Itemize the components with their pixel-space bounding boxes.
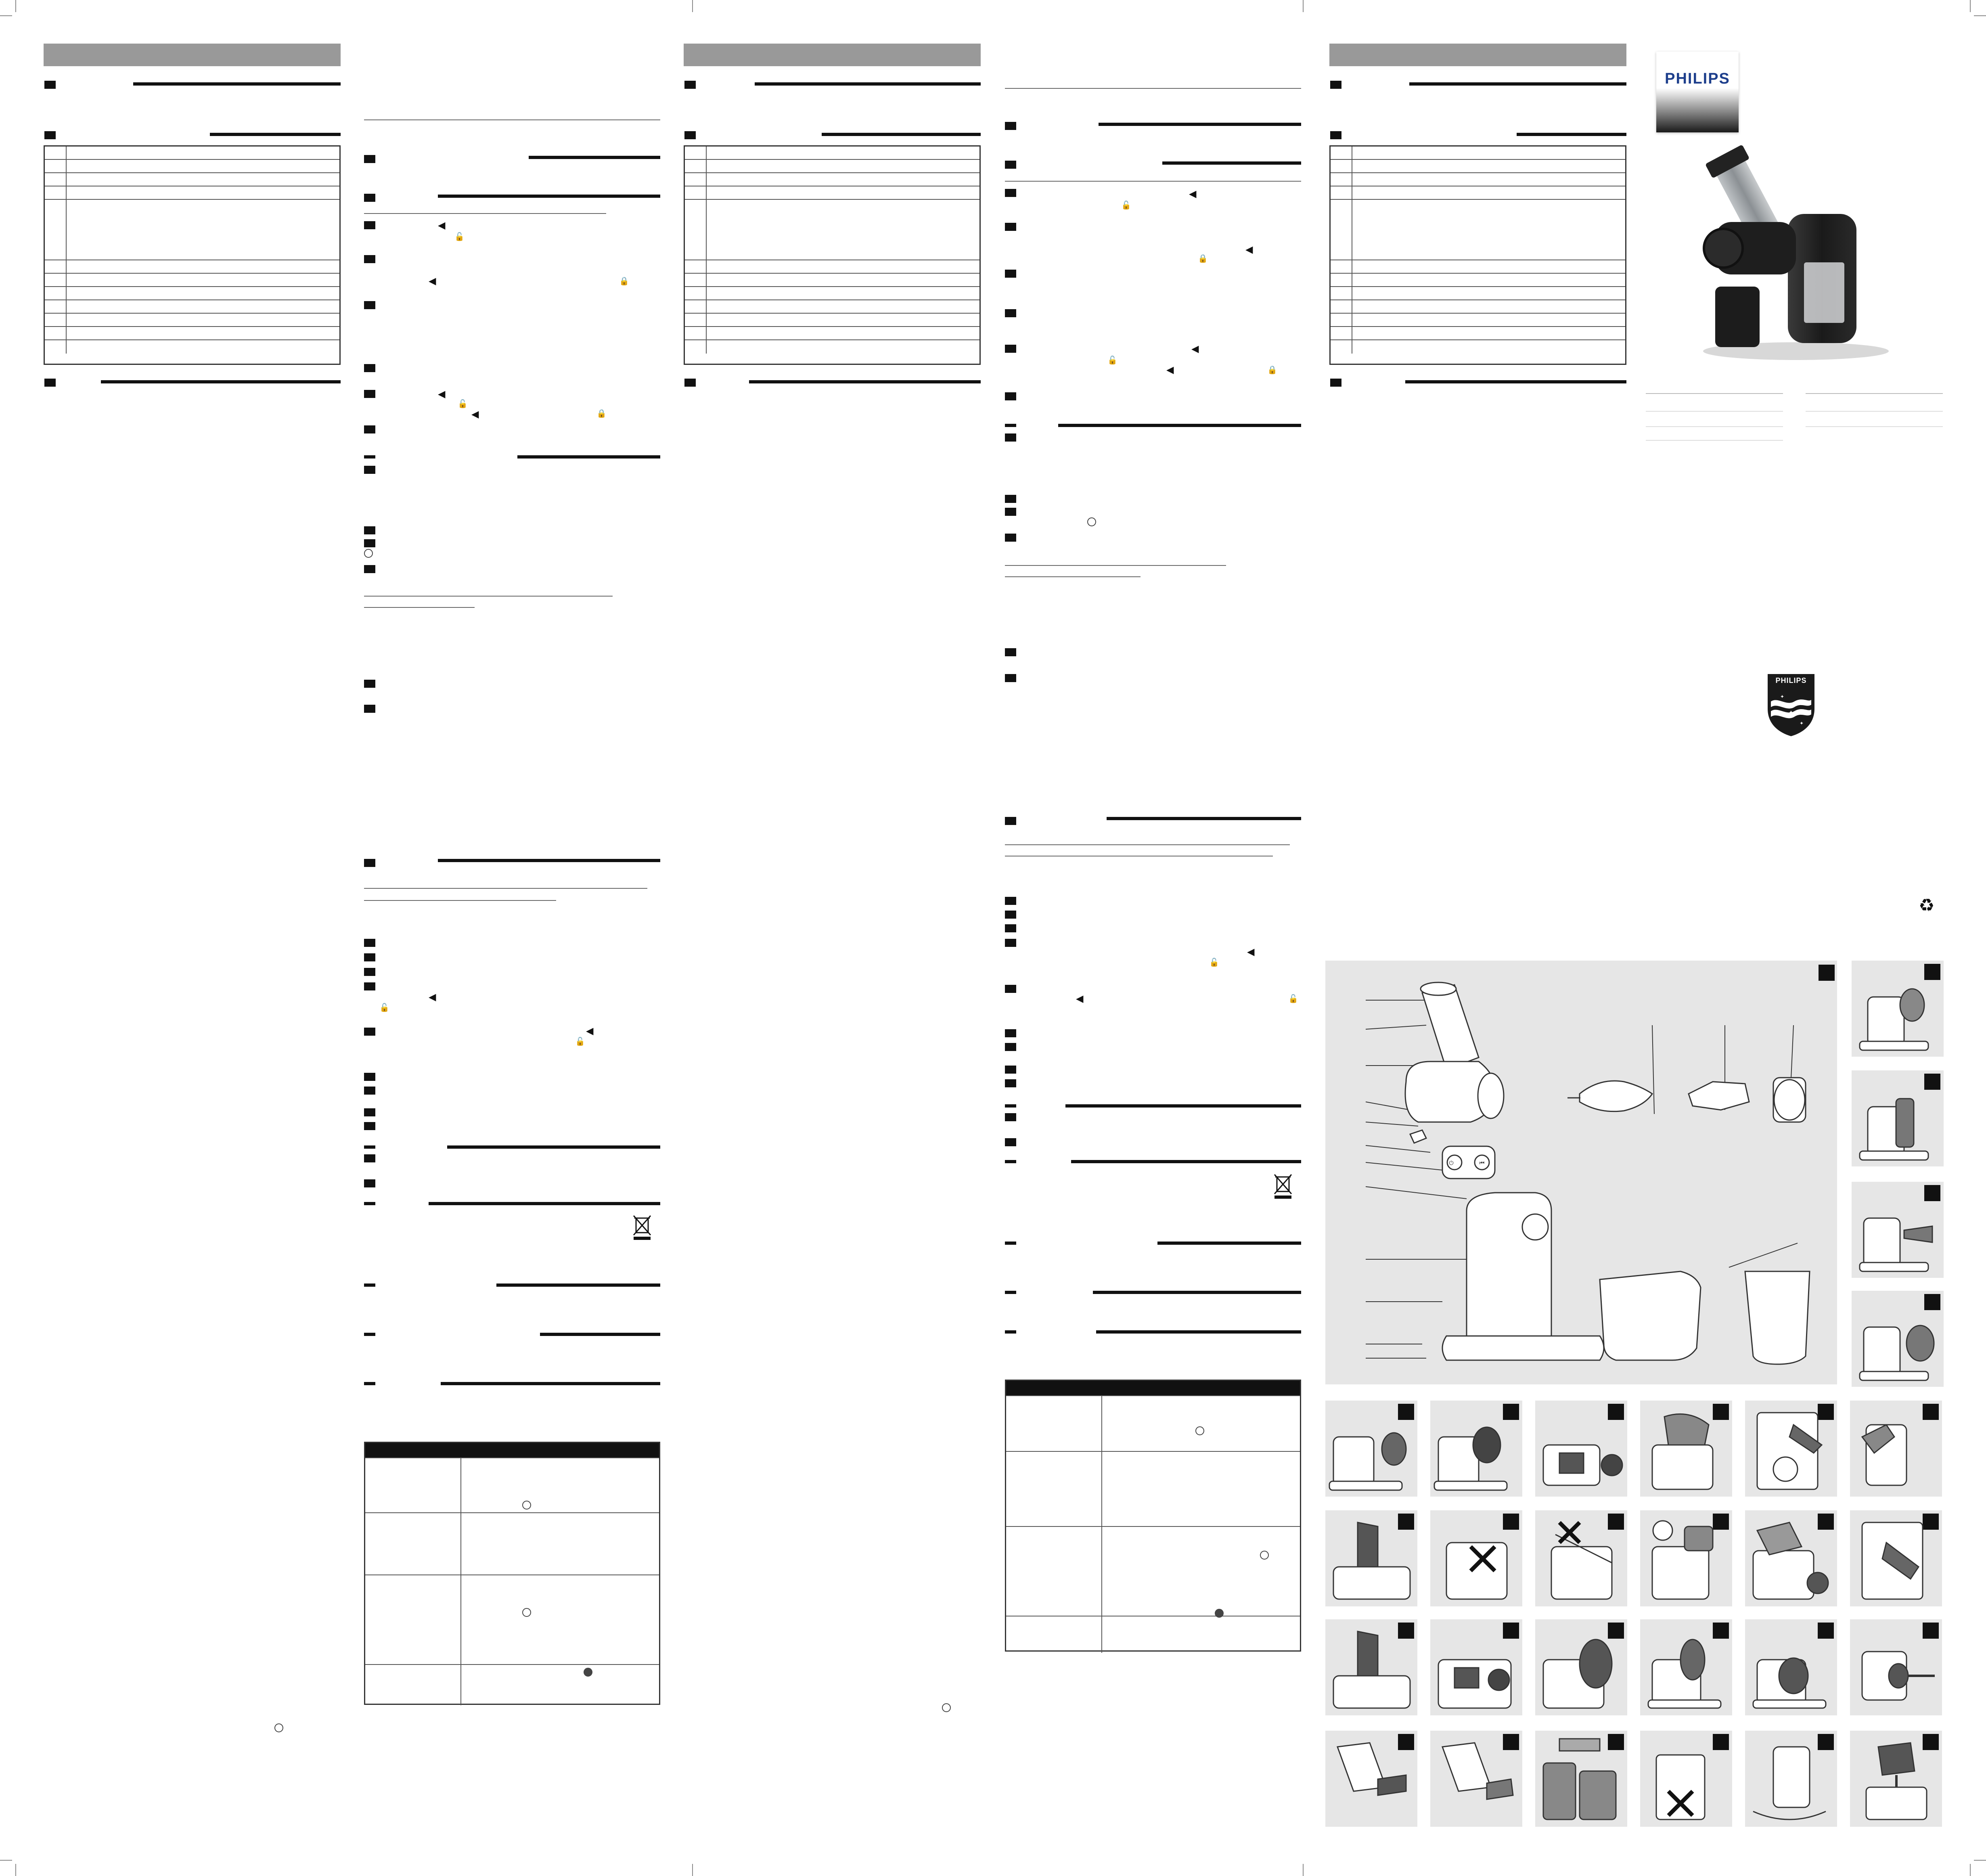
step-illustration (1745, 1619, 1837, 1715)
heading-rule (1065, 1104, 1301, 1108)
power-button-icon (522, 1608, 531, 1617)
step-marker (364, 705, 375, 713)
step-illustration (1850, 1619, 1942, 1715)
divider (1806, 393, 1943, 394)
step-marker (364, 1073, 375, 1081)
step-marker (1005, 1043, 1016, 1051)
lock-icon: 🔒 (1198, 253, 1208, 263)
divider (364, 119, 660, 120)
heading-rule (1096, 1330, 1301, 1334)
step-marker (1005, 345, 1016, 353)
svg-text:⏮: ⏮ (1479, 1160, 1485, 1166)
section-marker (364, 155, 375, 163)
heading-rule (1058, 424, 1301, 427)
unlock-icon: 🔓 (1209, 957, 1219, 967)
unlock-icon: 🔓 (1107, 355, 1118, 365)
section-marker (1005, 1160, 1016, 1163)
heading-rule (210, 133, 341, 136)
section-marker (1330, 379, 1341, 387)
triangle-marker-icon: ◀ (438, 220, 446, 231)
step-illustration (1850, 1510, 1942, 1606)
troubleshooting-table (1005, 1380, 1301, 1652)
section-marker (684, 379, 696, 387)
philips-wordmark: PHILIPS (1665, 70, 1730, 87)
step-illustration (1430, 1510, 1522, 1606)
section-marker (44, 379, 56, 387)
step-illustration (1640, 1401, 1732, 1497)
divider (364, 213, 606, 214)
heading-rule (517, 455, 660, 459)
triangle-marker-icon: ◀ (586, 1025, 594, 1036)
reverse-button-icon (584, 1668, 592, 1677)
step-marker (364, 221, 375, 229)
power-button-icon (1260, 1551, 1269, 1560)
step-marker (1005, 939, 1016, 947)
step-marker (1005, 1138, 1016, 1146)
unlock-icon: 🔓 (1288, 994, 1298, 1003)
step-illustration (1640, 1619, 1732, 1715)
unlock-icon: 🔓 (454, 232, 465, 241)
heading-rule (1099, 123, 1301, 126)
step-marker (364, 425, 375, 433)
parts-table (684, 145, 981, 365)
step-marker (1005, 534, 1016, 542)
step-marker (364, 466, 375, 474)
step-illustration (1850, 1731, 1942, 1827)
step-marker (364, 953, 375, 961)
section-marker (1005, 1242, 1016, 1245)
heading-rule (529, 156, 660, 159)
step-marker (364, 1087, 375, 1095)
power-button-icon (1195, 1426, 1204, 1435)
step-marker (1005, 433, 1016, 442)
philips-logo-badge (1656, 52, 1739, 132)
step-marker (364, 255, 375, 263)
step-illustration (1535, 1401, 1627, 1497)
step-illustration (1325, 1619, 1417, 1715)
step-marker (364, 1108, 375, 1116)
step-marker (1005, 270, 1016, 278)
step-marker (1005, 223, 1016, 231)
step-illustration (1430, 1619, 1522, 1715)
step-marker (364, 680, 375, 688)
unlock-icon: 🔓 (458, 399, 468, 408)
section-marker (1005, 424, 1016, 427)
step-illustration (1325, 1401, 1417, 1497)
svg-text:✦: ✦ (1789, 710, 1793, 716)
heading-rule (1157, 1242, 1301, 1245)
section-marker (684, 131, 696, 139)
step-illustration (1852, 961, 1944, 1057)
step-marker (1005, 674, 1016, 682)
svg-text:✦: ✦ (1799, 720, 1804, 726)
step-marker (1005, 392, 1016, 400)
heading-rule (429, 1202, 660, 1205)
section-marker (364, 455, 375, 459)
step-marker (1005, 189, 1016, 197)
section-marker (1005, 1330, 1016, 1334)
section-header-bar (684, 44, 981, 66)
divider (364, 888, 647, 889)
divider (1005, 181, 1301, 182)
divider (1005, 844, 1290, 845)
step-marker (1005, 897, 1016, 905)
section-marker (364, 1283, 375, 1287)
heading-rule (1071, 1160, 1301, 1163)
divider (1005, 565, 1226, 566)
crossed-bin-icon (1273, 1173, 1293, 1199)
reverse-button-icon (1215, 1609, 1224, 1618)
divider (1806, 411, 1943, 412)
section-marker (1330, 131, 1341, 139)
section-marker (364, 1333, 375, 1336)
power-button-icon (522, 1501, 531, 1510)
divider (1646, 440, 1783, 441)
divider (364, 900, 556, 901)
shield-wordmark: PHILIPS (1775, 676, 1807, 685)
heading-rule (749, 380, 981, 383)
heading-rule (496, 1283, 660, 1287)
power-button-icon (364, 549, 373, 558)
step-marker (364, 1179, 375, 1187)
step-illustration (1535, 1619, 1627, 1715)
svg-text:✦: ✦ (1780, 694, 1785, 699)
parts-table (1329, 145, 1626, 365)
heading-rule (1517, 133, 1626, 136)
triangle-marker-icon: ◀ (1189, 188, 1197, 199)
step-marker (1005, 1066, 1016, 1074)
heading-rule (1409, 82, 1626, 86)
step-marker (364, 982, 375, 990)
crossed-bin-icon (632, 1214, 652, 1240)
step-illustration (1852, 1070, 1944, 1166)
heading-rule (447, 1145, 660, 1149)
section-marker (364, 1382, 375, 1385)
parts-table (44, 145, 341, 365)
step-marker (1005, 495, 1016, 503)
step-marker (1005, 309, 1016, 317)
power-button-icon (1087, 517, 1096, 526)
lock-icon: 🔒 (1267, 365, 1277, 375)
section-marker (1005, 161, 1016, 169)
step-marker (364, 526, 375, 534)
step-marker (1005, 1113, 1016, 1121)
divider (1646, 393, 1783, 394)
section-marker (1330, 81, 1341, 89)
unlock-icon: 🔓 (1121, 200, 1131, 210)
heading-rule (1405, 380, 1626, 383)
section-marker (684, 81, 696, 89)
heading-rule (1162, 161, 1301, 165)
power-button-icon (274, 1723, 283, 1732)
juicer-exploded-view (1325, 961, 1837, 1384)
step-marker (364, 565, 375, 573)
step-marker (1005, 508, 1016, 516)
divider (1005, 576, 1141, 577)
step-illustration (1325, 1510, 1417, 1606)
step-marker (1005, 1029, 1016, 1037)
unlock-icon: 🔓 (575, 1036, 585, 1046)
unlock-icon: 🔓 (379, 1003, 389, 1012)
triangle-marker-icon: ◀ (1247, 946, 1255, 957)
section-marker (44, 131, 56, 139)
step-illustration (1745, 1401, 1837, 1497)
heading-rule (133, 82, 341, 86)
divider (1005, 88, 1301, 89)
triangle-marker-icon: ◀ (1076, 993, 1084, 1004)
divider (364, 596, 613, 597)
step-marker (364, 390, 375, 398)
step-marker (364, 539, 375, 547)
step-illustration (1535, 1510, 1627, 1606)
step-illustration (1745, 1510, 1837, 1606)
step-marker (364, 1154, 375, 1162)
section-marker (1005, 122, 1016, 130)
divider (1806, 426, 1943, 427)
lock-icon: 🔒 (596, 408, 607, 418)
recycle-icon: ♻ (1919, 895, 1935, 916)
triangle-marker-icon: ◀ (438, 388, 446, 400)
troubleshooting-table (364, 1442, 660, 1705)
step-marker (1005, 1079, 1016, 1087)
section-header-bar (44, 44, 341, 66)
triangle-marker-icon: ◀ (1191, 343, 1199, 354)
step-illustration (1852, 1182, 1944, 1278)
triangle-marker-icon: ◀ (471, 408, 479, 420)
divider (364, 607, 475, 608)
divider (1646, 411, 1783, 412)
step-illustration (1852, 1291, 1944, 1387)
heading-rule (755, 82, 981, 86)
step-marker (1005, 648, 1016, 656)
heading-rule (1107, 817, 1301, 820)
step-marker (364, 939, 375, 947)
heading-rule (101, 380, 341, 383)
heading-rule (1093, 1291, 1301, 1294)
heading-rule (438, 195, 660, 198)
step-marker (364, 364, 375, 372)
step-marker (1005, 985, 1016, 993)
section-marker (364, 859, 375, 867)
triangle-marker-icon: ◀ (429, 275, 436, 287)
step-illustration (1535, 1731, 1627, 1827)
svg-text:⏻: ⏻ (1449, 1160, 1454, 1166)
section-marker (1005, 1291, 1016, 1294)
triangle-marker-icon: ◀ (1166, 364, 1174, 375)
triangle-marker-icon: ◀ (429, 991, 436, 1003)
step-marker (1005, 911, 1016, 919)
step-marker (364, 301, 375, 309)
section-marker (364, 194, 375, 202)
heading-rule (822, 133, 981, 136)
step-marker (364, 1122, 375, 1130)
step-illustration (1640, 1731, 1732, 1827)
step-marker (364, 1028, 375, 1036)
step-marker (1005, 924, 1016, 932)
step-illustration (1850, 1401, 1942, 1497)
section-marker (1005, 817, 1016, 825)
step-illustration (1640, 1510, 1732, 1606)
section-marker (44, 81, 56, 89)
heading-rule (441, 1382, 660, 1385)
power-button-icon (942, 1703, 951, 1712)
heading-rule (540, 1333, 660, 1336)
step-marker (364, 968, 375, 976)
section-marker (364, 1145, 375, 1149)
step-illustration (1745, 1731, 1837, 1827)
step-illustration (1430, 1401, 1522, 1497)
heading-rule (438, 859, 660, 862)
step-illustration (1430, 1731, 1522, 1827)
triangle-marker-icon: ◀ (1245, 244, 1253, 255)
divider (1646, 426, 1783, 427)
section-marker (364, 1202, 375, 1205)
section-header-bar (1329, 44, 1626, 66)
section-marker (1005, 1104, 1016, 1108)
lock-icon: 🔒 (619, 276, 629, 286)
step-illustration (1325, 1731, 1417, 1827)
juicer-product-image (1675, 141, 1901, 367)
